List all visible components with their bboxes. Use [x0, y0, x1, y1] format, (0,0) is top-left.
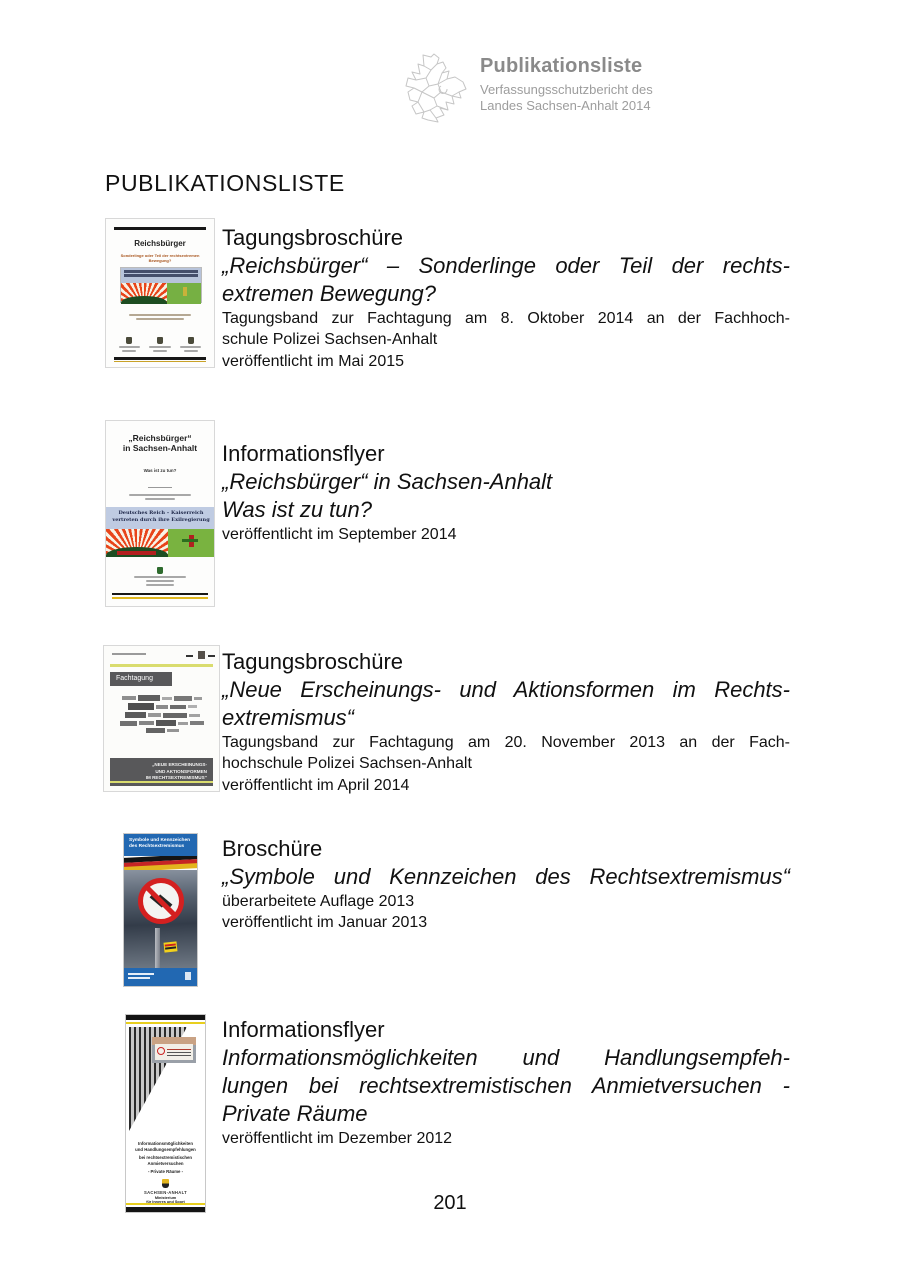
- publication-detail-line: veröffentlicht im Dezember 2012: [222, 1130, 453, 1147]
- publication-detail-line: veröffentlicht im September 2014: [222, 526, 457, 543]
- header-subtitle-line1: Verfassungsschutzbericht des: [480, 82, 653, 97]
- crest-icon: [157, 337, 163, 344]
- cover-subtitle: Sonderlinge oder Teil der rechtsextremen Bewegung?: [120, 253, 200, 263]
- publication-text: [222, 440, 790, 545]
- accent-rule: [110, 664, 213, 667]
- publication-detail-line: überarbeitete Auflage 2013: [222, 893, 415, 910]
- cover-rule: [114, 357, 206, 360]
- crest-icon: [157, 567, 163, 574]
- flyer-title: „Reichsbürger“ in Sachsen-Anhalt: [122, 433, 198, 453]
- publication-detail-line: Tagungsband zur Fachtagung am 20. November 2013 an der Fach-: [222, 734, 790, 751]
- cover-rule: [114, 227, 206, 230]
- page-title: PUBLIKATIONSLISTE: [105, 170, 345, 196]
- publication-title-line: Informationsmöglichkeiten und Handlungsempfeh-: [222, 1045, 790, 1070]
- publication-text: [222, 1016, 790, 1149]
- publication-type: Informationsflyer: [222, 441, 385, 466]
- publication-detail-line: hochschule Polizei Sachsen-Anhalt: [222, 755, 472, 773]
- publication-type: Informationsflyer: [222, 1017, 385, 1042]
- flyer-image-sky: Deutsches Reich – Kaiserreich vertreten durch ihre Exilregierung: [106, 507, 215, 529]
- cover-footer: [124, 968, 197, 986]
- flyer-text-block: Informationsmöglichkeiten und Handlungsempfehlungen bei rechtsextremistischen Anmietversuchen - Private Räume - SACHSEN-ANHALT Ministerium: [130, 1141, 201, 1210]
- green-panel-graphic: [167, 283, 201, 304]
- sunburst-graphic: [121, 283, 167, 304]
- crest-icon: [198, 651, 205, 659]
- publication-detail-line: schule Polizei Sachsen-Anhalt: [222, 331, 438, 349]
- sachsen-anhalt-map-icon: [393, 52, 469, 124]
- publication-title-line: extremen Bewegung?: [222, 281, 437, 306]
- publication-cover-thumbnail: [103, 645, 220, 792]
- publication-cover-thumbnail: [123, 833, 198, 987]
- publication-title-line: „Reichsbürger“ – Sonderlinge oder Teil der rechts-: [222, 253, 790, 278]
- publication-detail-line: veröffentlicht im April 2014: [222, 776, 410, 794]
- divider-rule: [148, 487, 172, 488]
- header-title: Publikationsliste: [480, 55, 643, 77]
- yellow-stripe: [112, 597, 208, 600]
- flyer-question: Was ist zu tun?: [143, 468, 177, 473]
- cover-label: Fachtagung: [110, 672, 172, 686]
- publication-cover-thumbnail: [105, 420, 215, 607]
- publisher-logo: [106, 567, 214, 588]
- prohibition-sign-graphic: [138, 878, 184, 924]
- publication-title-line: extremismus“: [222, 705, 355, 730]
- header-subtitle-line2: Landes Sachsen-Anhalt 2014: [480, 98, 651, 113]
- cover-rule-gold: [114, 361, 206, 362]
- cover-caption-lines: [120, 312, 200, 322]
- publication-title-line: „Neue Erscheinungs- und Aktionsformen im Rechts-: [222, 677, 790, 702]
- publication-detail-line: veröffentlicht im Januar 2013: [222, 914, 428, 932]
- page-number: 201: [433, 1192, 467, 1214]
- publication-type: Tagungsbroschüre: [222, 225, 404, 250]
- cover-image: [120, 267, 202, 303]
- flyer-image: [106, 507, 215, 557]
- report-header: [480, 55, 653, 114]
- yellow-sticker-graphic: [164, 941, 178, 952]
- publication-title-line: „Reichsbürger“ in Sachsen-Anhalt: [222, 469, 553, 494]
- word-cloud-graphic: [118, 694, 206, 752]
- publication-detail-line: Tagungsband zur Fachtagung am 8. Oktober 2014 an der Fachhoch-: [222, 310, 790, 327]
- publication-title-line: Was ist zu tun?: [222, 497, 372, 522]
- storm-sky-graphic: [124, 870, 197, 969]
- cover-caption-line: [112, 653, 146, 655]
- german-flag-graphic: [124, 856, 197, 870]
- publication-text: [222, 224, 790, 372]
- publication-cover-thumbnail: [125, 1014, 206, 1213]
- crest-icon: [185, 972, 191, 980]
- publication-title-line: Private Räume: [222, 1101, 368, 1126]
- header-subtitle: [480, 82, 653, 114]
- publication-text: [222, 648, 790, 796]
- flyer-caption-lines: [129, 494, 191, 500]
- publication-text: [222, 835, 790, 934]
- publication-cover-thumbnail: [105, 218, 215, 368]
- publication-detail-line: veröffentlicht im Mai 2015: [222, 352, 405, 370]
- cover-banner-title: „NEUE ERSCHEINUNGS- UND AKTIONSFORMEN IM RECHTSEXTREMISMUS“: [110, 758, 213, 786]
- hand-with-card-photo: [152, 1037, 196, 1063]
- accent-rule: [110, 781, 213, 784]
- cover-title: Reichsbürger: [134, 239, 186, 248]
- sunburst-graphic: [106, 529, 168, 557]
- green-panel-graphic: [168, 529, 215, 557]
- cover-image-sky: [121, 268, 201, 283]
- cover-header: Symbole und Kennzeichen des Rechtsextremismus: [124, 834, 197, 856]
- publication-type: Broschüre: [222, 836, 323, 861]
- publication-title-line: lungen bei rechtsextremistischen Anmietversuchen -: [222, 1073, 790, 1098]
- publication-type: Tagungsbroschüre: [222, 649, 404, 674]
- black-stripe: [112, 593, 208, 596]
- publisher-logos: [116, 337, 204, 354]
- publication-title-line: „Symbole und Kennzeichen des Rechtsextremismus“: [222, 864, 790, 889]
- crest-icon: [188, 337, 194, 344]
- black-stripe: [126, 1015, 205, 1020]
- sign-pole: [155, 928, 160, 969]
- yellow-stripe: [126, 1022, 205, 1024]
- no-sign-icon: [157, 1047, 165, 1055]
- crest-icon: [126, 337, 132, 344]
- crest-icon: [162, 1179, 169, 1188]
